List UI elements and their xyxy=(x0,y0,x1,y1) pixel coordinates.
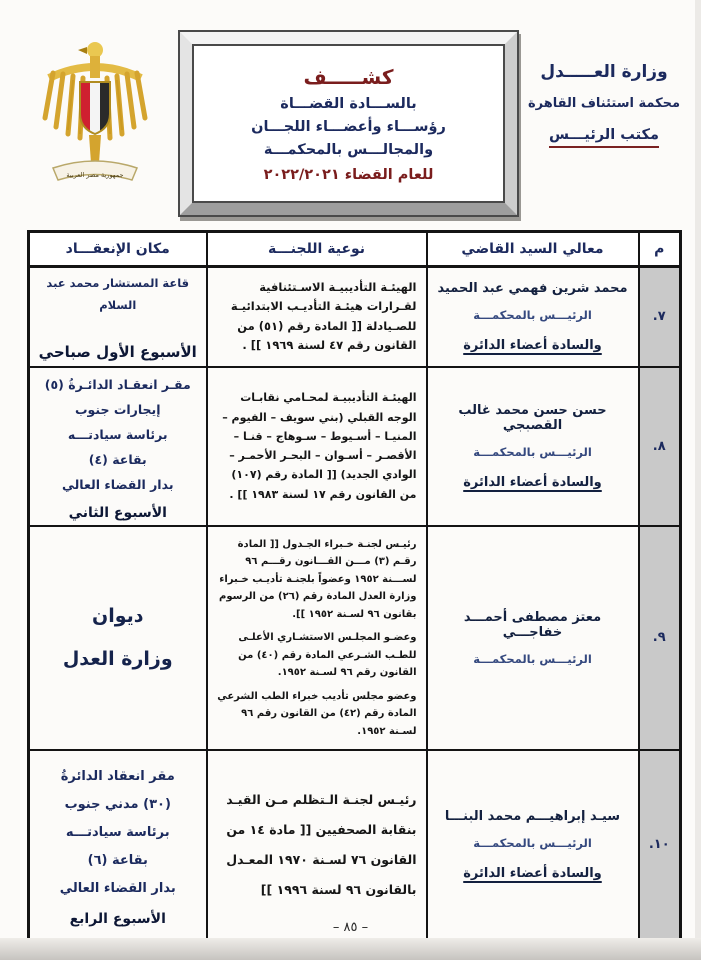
judge-panel-members: والسادة أعضاء الدائرة xyxy=(463,865,602,881)
table-row xyxy=(29,526,681,751)
office-name: مكتب الرئيـــس xyxy=(549,127,659,148)
court-name: محكمة استئناف القاهرة xyxy=(527,96,681,111)
judge-title: الرئيـــس بالمحكمـــة xyxy=(473,307,592,322)
scan-edge-bottom xyxy=(0,938,701,960)
title-line-councils: والمجالـــس بالمحكمـــة xyxy=(263,141,434,158)
location-cell xyxy=(29,267,207,367)
judge-name: معتز مصطفى أحمـــد خفاجـــي xyxy=(463,609,602,640)
table-row xyxy=(29,367,681,526)
location-line: بدار القضاء العالي xyxy=(59,880,176,896)
judges-roster-table xyxy=(27,230,682,942)
location-cell xyxy=(29,526,207,751)
location-line: بقاعة (٦) xyxy=(87,852,148,868)
letterhead xyxy=(515,62,693,148)
judge-title: الرئيـــس بالمحكمـــة xyxy=(473,835,592,850)
judge-cell xyxy=(427,526,639,751)
title-box xyxy=(192,44,505,203)
location-line: برئاسة سيادتـــه xyxy=(67,426,168,442)
judge-cell xyxy=(427,367,639,526)
egypt-eagle-emblem-icon xyxy=(33,30,157,188)
judge-name: حسن حسن محمد غالب القصبجي xyxy=(458,402,607,433)
judge-name: سيـد إبراهيـــم محمد البنـــا xyxy=(444,808,621,824)
title-line-committees: رؤســـاء وأعضـــاء اللجـــان xyxy=(251,118,446,135)
col-header-judge: معالي السيد القاضي xyxy=(427,232,639,267)
title-frame xyxy=(178,30,519,217)
judge-name: محمد شرين فهمي عبد الحميد xyxy=(437,280,628,296)
title-line-judges: بالســـادة القضـــاة xyxy=(280,95,417,112)
committee-cell xyxy=(207,367,427,526)
location-line: برئاسة سيادتـــه xyxy=(65,824,170,840)
location-line: بدار القضاء العالي xyxy=(61,476,174,492)
committee-description: الهيئـة التأديبيـة الاسـتئنافية لقـرارات هيئـة التأديـب الابتدائيـة للصـيادلة [[ المادة رقم (٥١) من القانون رقم ٤٧ لسنة ١٩٦٩ ]] . xyxy=(230,279,417,353)
committee-description: رئيـس لجنـة خـبراء الجـدول [[ المادة رقـم (٣) مـــن القـــانون رقـــم ٩٦ لســـنة ١٩٥٢ وعضواً بلجنـة تأديـب خـبراء وزارة العدل المادة رقم (٢٦) من الرسوم بقانون ٩٦ لسـنة ١٩٥٢ ]]. xyxy=(219,538,417,620)
location-line: وزارة العدل xyxy=(62,647,173,670)
ministry-name: وزارة العـــــدل xyxy=(540,62,668,82)
location-week: الأسبوع الرابع xyxy=(69,910,166,927)
row-number: ٨. xyxy=(639,367,681,526)
document-title: كشـــــف xyxy=(303,64,394,89)
judge-cell xyxy=(427,267,639,367)
table-row xyxy=(29,750,681,940)
location-line: بقاعة (٤) xyxy=(88,451,147,467)
committee-cell xyxy=(207,267,427,367)
judge-title: الرئيـــس بالمحكمـــة xyxy=(473,444,592,459)
location-week: الأسبوع الثاني xyxy=(68,504,167,521)
row-number: ١٠. xyxy=(639,750,681,940)
location-line: مقر انعقاد الدائرةُ xyxy=(60,768,175,784)
roster-table-wrap xyxy=(27,230,682,942)
judge-cell xyxy=(427,750,639,940)
committee-cell xyxy=(207,750,427,940)
location-cell xyxy=(29,367,207,526)
judge-title: الرئيـــس بالمحكمـــة xyxy=(473,651,592,666)
committee-description: وعضو مجلس تأديب خبراء الطب الشرعي المادة رقم (٤٢) من القانون رقم ٩٦ لسـنة ١٩٥٢. xyxy=(217,690,417,737)
row-number: ٧. xyxy=(639,267,681,367)
location-line: مقـر انعقـاد الدائـرةُ (٥) xyxy=(44,376,191,392)
committee-description: الهيئـة التأديبيـة لمحـامي نقابـات الوجه القبلي (بني سويف – الفيوم – المنيـا – أسـيوط – سـوهاج – قنـا – الأقصـر – أسـوان – البحـر الأحمـر – الوادي الجديد) [[ المادة رقم (١٠٧) من القانون رقم ١٧ لسنة ١٩٨٣ ]] . xyxy=(222,391,417,501)
eagle-of-saladin-icon xyxy=(33,30,157,188)
judicial-year: للعام القضاء ٢٠٢٢/٢٠٢١ xyxy=(263,166,434,183)
location-line: قاعة المستشار محمد عبد السلام xyxy=(46,275,190,312)
committee-description: وعضـو المجلـس الاستشـاري الأعلـى للطـب الشـرعي المادة رقم (٤٠) من القانون رقم ٩٦ لسـنة ١٩٥٢. xyxy=(238,632,417,678)
committee-cell xyxy=(207,526,427,751)
location-week: الأسبوع الأول صباحي xyxy=(38,342,197,361)
location-line: إيجارات جنوب xyxy=(74,401,161,417)
location-line: (٣٠) مدني جنوب xyxy=(64,796,171,812)
page-number: – ٨٥ – xyxy=(332,920,369,935)
judge-panel-members: والسادة أعضاء الدائرة xyxy=(463,337,602,353)
judge-panel-members: والسادة أعضاء الدائرة xyxy=(463,474,602,490)
emblem-banner-text: جمهورية مصر العربية xyxy=(66,171,124,179)
row-number: ٩. xyxy=(639,526,681,751)
col-header-location: مكان الإنعقـــاد xyxy=(29,232,207,267)
col-header-number: م xyxy=(639,232,681,267)
location-line: ديوان xyxy=(91,605,144,628)
scan-edge-right xyxy=(695,0,701,960)
table-header-row xyxy=(29,232,681,267)
table-row xyxy=(29,267,681,367)
location-cell xyxy=(29,750,207,940)
committee-description: رئيـس لجنـة الـتظلم مـن القيـد بنقابة الصحفيين [[ مادة ١٤ من القانون ٧٦ لسـنة ١٩٧٠ المعـدل بالقانون ٩٦ لسنة ١٩٩٦ ]] xyxy=(226,791,417,897)
col-header-committee: نوعية اللجنـــة xyxy=(207,232,427,267)
